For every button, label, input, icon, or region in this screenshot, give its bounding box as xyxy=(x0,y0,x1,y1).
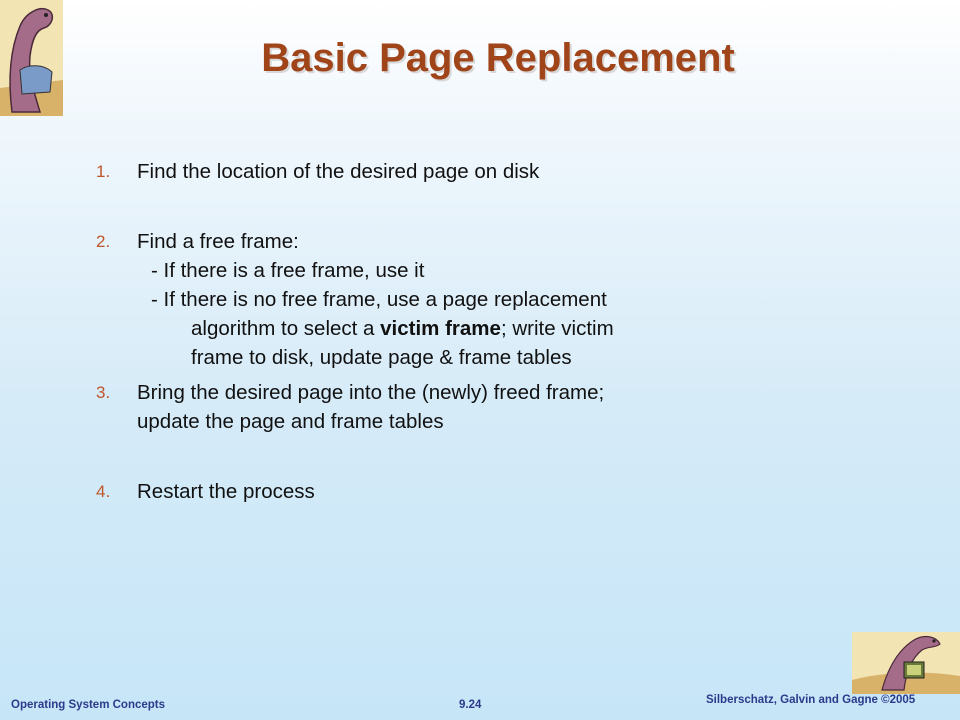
list-number: 2. xyxy=(96,232,111,251)
item-subtext: frame to disk, update page & frame tables xyxy=(191,346,572,369)
item-text: Restart the process xyxy=(137,480,315,503)
list-number: 4. xyxy=(96,482,111,501)
item-subtext-part: ; write victim xyxy=(500,317,614,340)
list-number: 1. xyxy=(96,162,111,181)
item-text: Find a free frame: xyxy=(137,230,299,253)
footer-copyright: Silberschatz, Galvin and Gagne ©2005 xyxy=(706,694,916,706)
item-text: Bring the desired page into the (newly) freed frame; xyxy=(137,381,605,404)
dinosaur-logo-bottom-right xyxy=(852,632,960,694)
footer-page-number: 9.24 xyxy=(459,699,482,711)
item-subtext: - If there is no free frame, use a page replacement xyxy=(151,288,607,311)
slide-title: Basic Page Replacement xyxy=(261,36,735,80)
item-subtext-continued xyxy=(137,314,614,343)
item-subtext-part: algorithm to select a xyxy=(191,317,375,340)
item-text: update the page and frame tables xyxy=(137,410,444,433)
item-subtext: - If there is a free frame, use it xyxy=(151,259,425,282)
list-number: 3. xyxy=(96,383,111,402)
emphasis-victim-frame: victim frame xyxy=(380,317,501,340)
footer-course-title: Operating System Concepts xyxy=(11,699,166,711)
item-text: Find the location of the desired page on disk xyxy=(137,160,540,183)
